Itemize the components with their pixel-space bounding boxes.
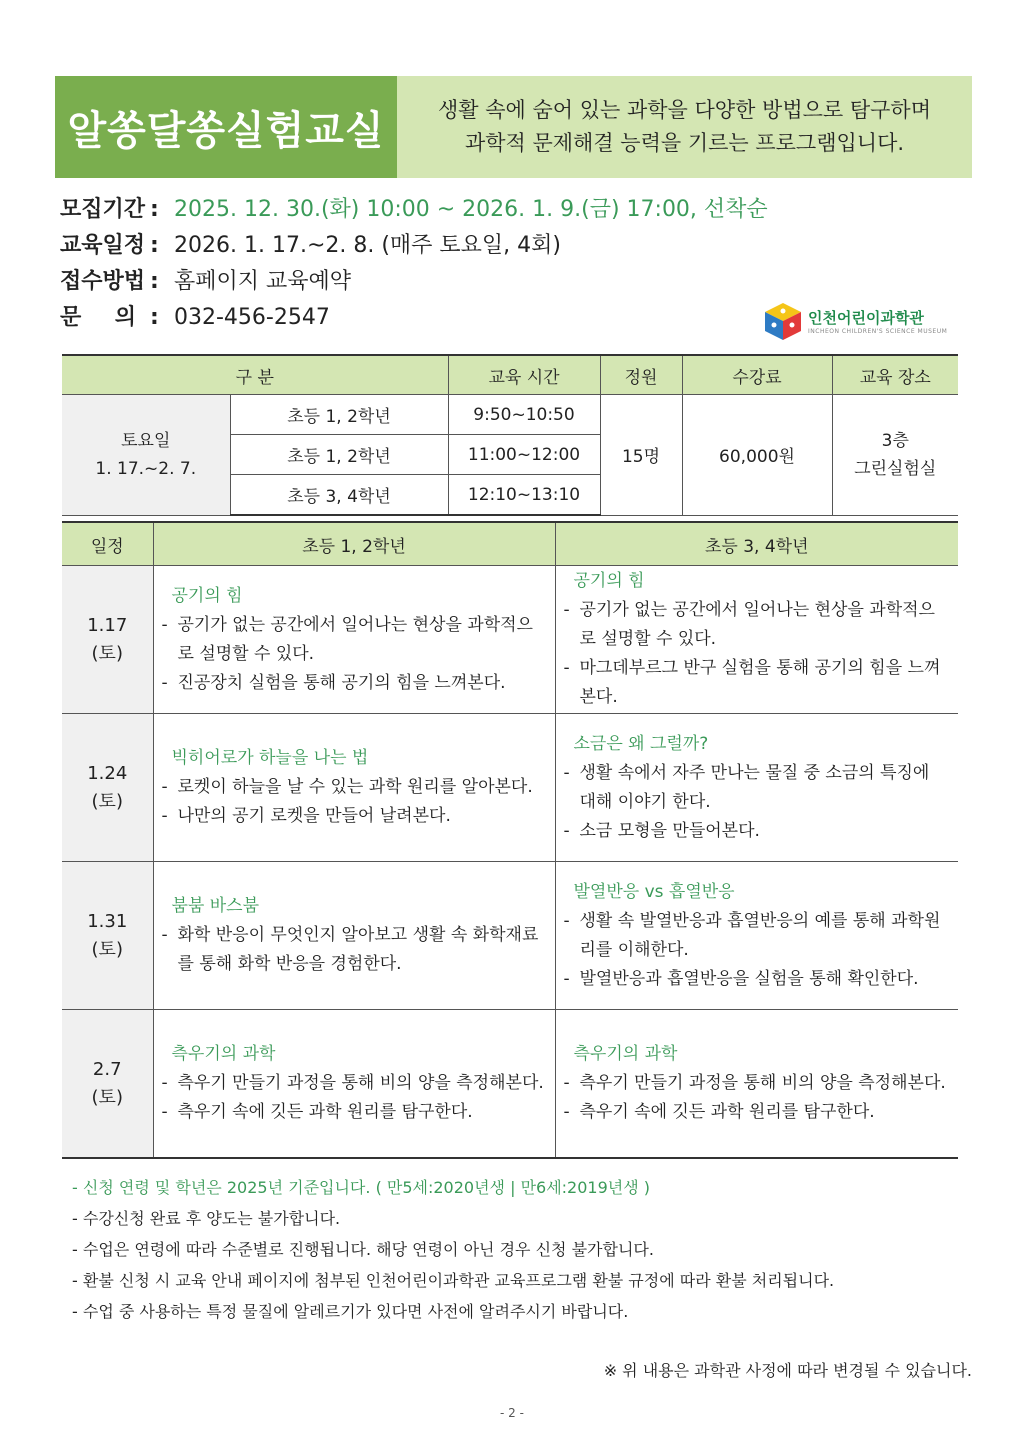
lesson-item: [162, 921, 547, 979]
method-separator: :: [150, 269, 159, 294]
place-room: 그린실험실: [854, 458, 937, 479]
cube-logo-icon: [762, 300, 804, 342]
lesson-item: [162, 802, 547, 831]
header-grade-3-4: 초등 3, 4학년: [555, 522, 958, 566]
session-date: 1.17: [87, 614, 128, 636]
lesson-topic: 소금은 왜 그럴까?: [573, 733, 709, 754]
curriculum-table-header: [62, 522, 958, 566]
period-value: 2025. 12. 30.(화) 10:00 ~ 2026. 1. 9.(금) 17:00, 선착순: [174, 197, 768, 222]
place-floor: 3층: [881, 430, 909, 451]
info-block: [60, 192, 768, 336]
lesson-item-text: 나만의 공기 로켓을 만들어 날려본다.: [177, 806, 451, 826]
day-label: 토요일: [121, 430, 171, 451]
lesson-item: [564, 907, 951, 965]
place-cell: [832, 395, 958, 516]
lesson-item-text: 발열반응과 흡열반응을 실험을 통해 확인한다.: [579, 968, 919, 989]
logo-name: 인천어린이과학관: [808, 309, 924, 327]
bullet-dash: -: [161, 925, 168, 945]
date-cell: [62, 566, 153, 714]
session-day: (토): [91, 938, 123, 960]
session-day: (토): [91, 790, 123, 812]
page-number: - 2 -: [500, 1406, 524, 1420]
lesson-cell: [555, 1010, 958, 1159]
date-cell: [62, 714, 153, 862]
lesson-cell: [555, 566, 958, 714]
note-item: - 신청 연령 및 학년은 2025년 기준입니다. ( 만5세:2020년생 | 만6세:2019년생 ): [72, 1178, 651, 1197]
bullet-dash: -: [161, 672, 168, 693]
period-separator: :: [150, 197, 159, 222]
lesson-item-text: 측우기 만들기 과정을 통해 비의 양을 측정해본다.: [579, 1073, 946, 1093]
info-row-contact: [60, 300, 768, 336]
contact-label-part-1: 문: [60, 305, 82, 330]
lesson-item: [162, 1069, 547, 1098]
lesson-item: [162, 611, 547, 669]
bullet-dash: -: [563, 968, 570, 989]
contact-label: [60, 300, 136, 336]
bullet-dash: -: [563, 600, 570, 620]
lesson-cell: [153, 1010, 555, 1159]
grade-cell: 초등 3, 4학년: [230, 475, 448, 516]
schedule-separator: :: [150, 233, 159, 258]
session-day: (토): [91, 642, 123, 664]
lesson-cell: [555, 862, 958, 1010]
lesson-item-text: 측우기 만들기 과정을 통해 비의 양을 측정해본다.: [177, 1073, 544, 1093]
lesson-item-text: 생활 속에서 자주 만나는 물질 중 소금의 특징에 대해 이야기 한다.: [579, 762, 930, 812]
lesson-item-text: 생활 속 발열반응과 흡열반응의 예를 통해 과학원리를 이해한다.: [579, 910, 941, 960]
lesson-item-text: 진공장치 실험을 통해 공기의 힘을 느껴본다.: [177, 672, 506, 693]
lesson-item-text: 공기가 없는 공간에서 일어나는 현상을 과학적으로 설명할 수 있다.: [579, 600, 935, 649]
lesson-item: [564, 965, 951, 994]
lesson-topic: 붐붐 바스붐: [171, 896, 260, 916]
lesson-cell: [153, 862, 555, 1010]
lesson-topic: 공기의 힘: [573, 571, 645, 591]
lesson-item-text: 측우기 속에 깃든 과학 원리를 탐구한다.: [177, 1102, 473, 1122]
lesson-cell: [153, 714, 555, 862]
time-cell: 9:50~10:50: [448, 395, 600, 435]
time-cell: 11:00~12:00: [448, 435, 600, 475]
header-grade-1-2: 초등 1, 2학년: [153, 522, 555, 566]
footnote: ※ 위 내용은 과학관 사정에 따라 변경될 수 있습니다.: [603, 1361, 972, 1380]
lesson-topic: 공기의 힘: [171, 585, 243, 606]
bullet-dash: -: [563, 1073, 570, 1093]
lesson-item: [564, 1098, 951, 1127]
table-row: [62, 862, 958, 1010]
date-cell: [62, 1010, 153, 1159]
session-date: 2.7: [92, 1058, 122, 1080]
lesson-topic: 빅히어로가 하늘을 나는 법: [171, 748, 369, 768]
lesson-item: [564, 1069, 951, 1098]
contact-value: 032-456-2547: [174, 305, 330, 330]
note-item: - 수강신청 완료 후 양도는 불가합니다.: [72, 1209, 341, 1228]
bullet-dash: -: [563, 820, 570, 841]
info-row-method: [60, 264, 768, 300]
program-description-line-1: 생활 속에 숨어 있는 과학을 다양한 방법으로 탐구하며: [437, 98, 932, 122]
method-value: 홈페이지 교육예약: [174, 269, 352, 294]
lesson-item: [162, 669, 547, 698]
note-item: - 환불 신청 시 교육 안내 페이지에 첨부된 인천어린이과학관 교육프로그램 환불 규정에 따라 환불 처리됩니다.: [72, 1271, 835, 1290]
contact-separator: :: [150, 305, 159, 330]
lesson-item-text: 화학 반응이 무엇인지 알아보고 생활 속 화학재료를 통해 화학 반응을 경험한다.: [177, 925, 539, 974]
lesson-item-text: 소금 모형을 만들어본다.: [579, 820, 760, 841]
bullet-dash: -: [563, 658, 570, 678]
fee-cell: 60,000원: [682, 395, 832, 516]
bullet-dash: -: [161, 777, 168, 797]
session-date: 1.24: [87, 762, 128, 784]
logo-subtitle: INCHEON CHILDREN'S SCIENCE MUSEUM: [808, 328, 948, 335]
table-row: [62, 1010, 958, 1159]
schedule-table: [62, 354, 958, 516]
lesson-cell: [153, 566, 555, 714]
header-capacity: 정원: [600, 355, 682, 395]
header-date: 일정: [62, 522, 153, 566]
period-label: 모집기간: [60, 197, 146, 222]
contact-label-part-2: 의: [114, 305, 136, 330]
method-label: 접수방법: [60, 269, 146, 294]
lesson-item: [564, 817, 951, 846]
lesson-item-text: 공기가 없는 공간에서 일어나는 현상을 과학적으로 설명할 수 있다.: [177, 614, 533, 664]
date-cell: [62, 862, 153, 1010]
time-cell: 12:10~13:10: [448, 475, 600, 516]
lesson-item: [564, 654, 951, 712]
day-cell: [62, 395, 230, 516]
lesson-item: [162, 1098, 547, 1127]
schedule-label: 교육일정: [60, 233, 146, 258]
date-range: 1. 17.~2. 7.: [95, 458, 197, 479]
lesson-topic: 측우기의 과학: [171, 1044, 276, 1064]
grade-cell: 초등 1, 2학년: [230, 435, 448, 475]
lesson-item-text: 마그데부르그 반구 실험을 통해 공기의 힘을 느껴본다.: [579, 658, 941, 707]
program-description: [397, 76, 972, 178]
bullet-dash: -: [563, 910, 570, 931]
table-row: [62, 566, 958, 714]
bullet-dash: -: [563, 762, 570, 783]
bullet-dash: -: [161, 1073, 168, 1093]
session-date: 1.31: [87, 910, 128, 932]
schedule-value: 2026. 1. 17.~2. 8. (매주 토요일, 4회): [174, 233, 562, 258]
info-row-period: [60, 192, 768, 228]
grade-cell: 초등 1, 2학년: [230, 395, 448, 435]
header-time: 교육 시간: [448, 355, 600, 395]
bullet-dash: -: [161, 614, 168, 635]
capacity-cell: 15명: [600, 395, 682, 516]
bullet-dash: -: [563, 1102, 570, 1122]
program-header: [55, 76, 972, 178]
header-category: 구 분: [62, 355, 448, 395]
lesson-topic: 측우기의 과학: [573, 1044, 678, 1064]
header-place: 교육 장소: [832, 355, 958, 395]
program-title: 알쏭달쏭실험교실: [55, 76, 397, 178]
lesson-item-text: 측우기 속에 깃든 과학 원리를 탐구한다.: [579, 1102, 875, 1122]
lesson-item: [564, 596, 951, 654]
program-description-line-2: 과학적 문제해결 능력을 기르는 프로그램입니다.: [464, 131, 905, 155]
lesson-item-text: 로켓이 하늘을 날 수 있는 과학 원리를 알아본다.: [177, 777, 533, 797]
bullet-dash: -: [161, 806, 168, 826]
museum-logo: [762, 296, 958, 346]
table-row: [62, 714, 958, 862]
note-item: - 수업 중 사용하는 특정 물질에 알레르기가 있다면 사전에 알려주시기 바랍니다.: [72, 1302, 629, 1321]
header-fee: 수강료: [682, 355, 832, 395]
notes-list: [72, 1172, 834, 1327]
info-row-schedule: [60, 228, 768, 264]
bullet-dash: -: [161, 1102, 168, 1122]
lesson-topic: 발열반응 vs 흡열반응: [573, 881, 735, 902]
lesson-cell: [555, 714, 958, 862]
table-row: [62, 395, 958, 435]
lesson-item: [564, 759, 951, 817]
lesson-item: [162, 773, 547, 802]
curriculum-table: [62, 521, 958, 1159]
note-item: - 수업은 연령에 따라 수준별로 진행됩니다. 해당 연령이 아닌 경우 신청 불가합니다.: [72, 1240, 654, 1259]
session-day: (토): [91, 1086, 123, 1108]
schedule-table-header: [62, 355, 958, 395]
